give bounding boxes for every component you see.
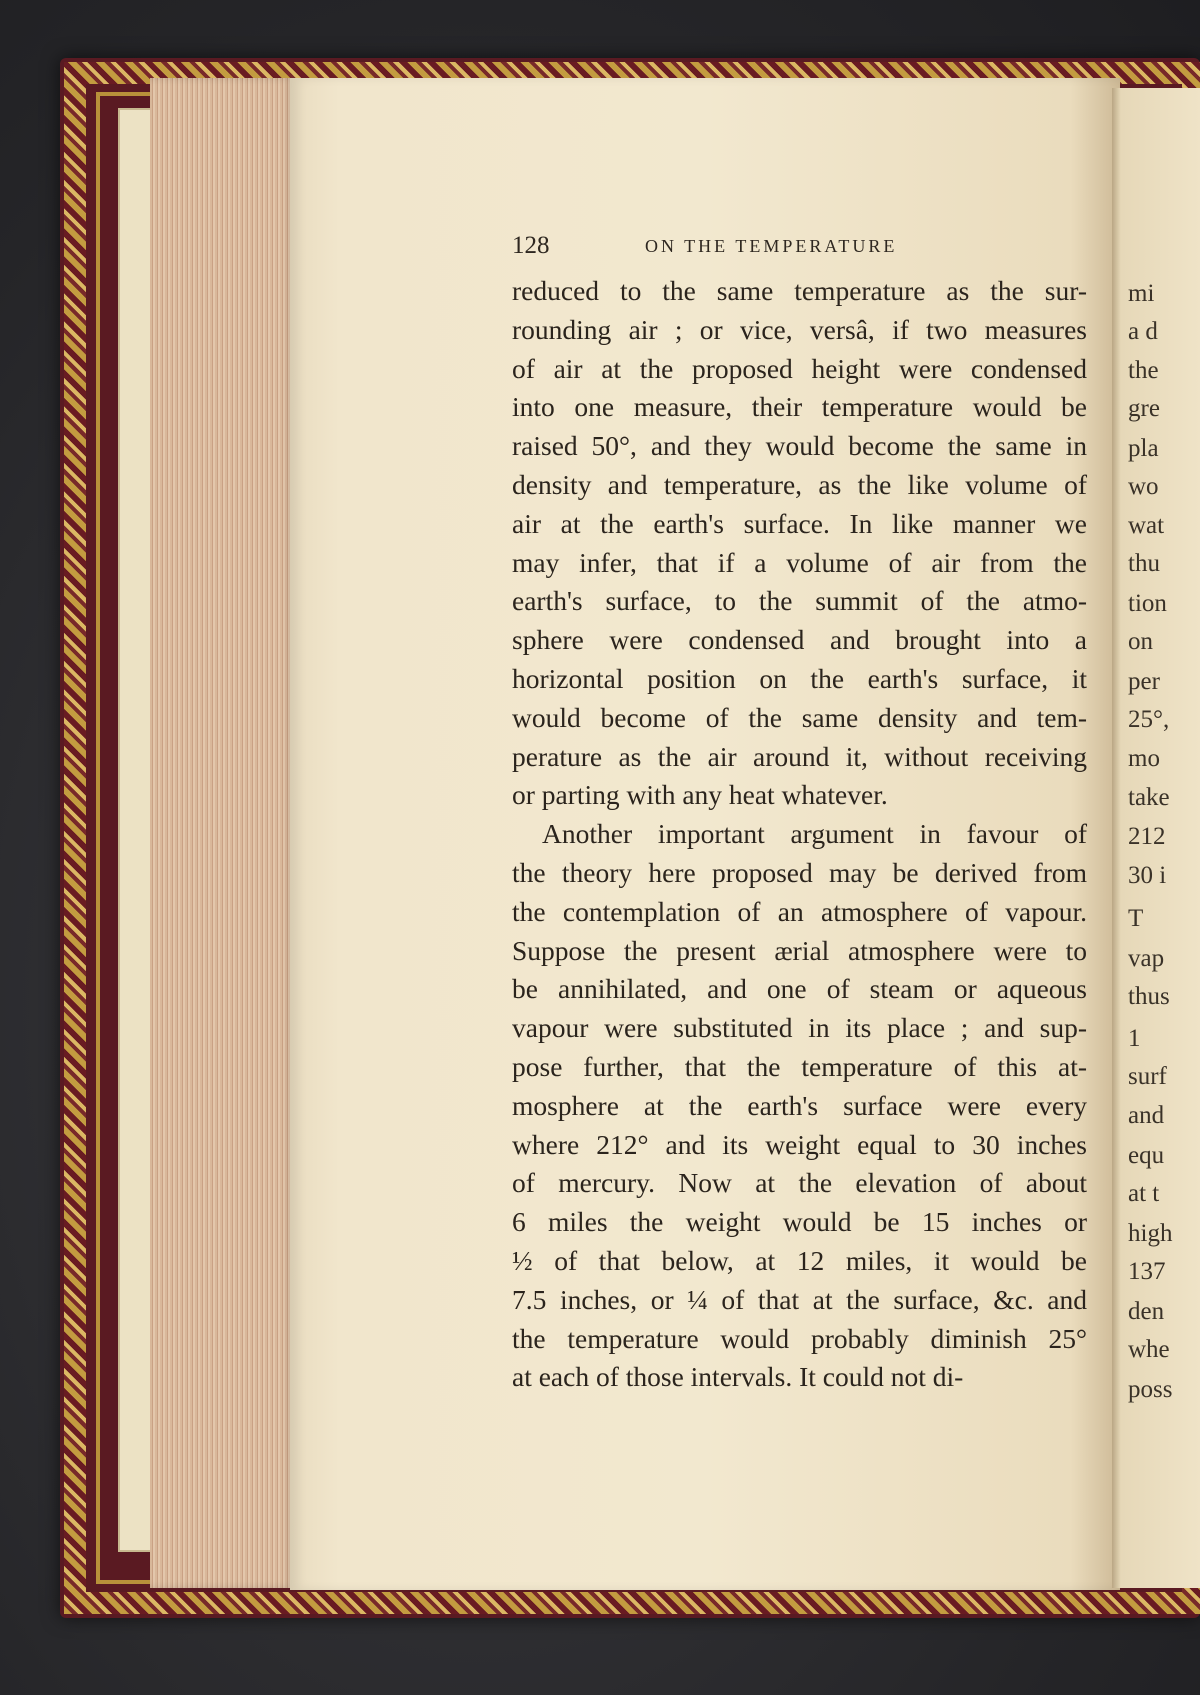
next-page-text-fragment: thu — [1128, 550, 1160, 577]
page-block-edges — [150, 78, 295, 1588]
text-line: where 212° and its weight equal to 30 inches — [512, 1128, 1087, 1160]
text-line: mosphere at the earth's surface were every — [512, 1089, 1087, 1121]
page-number: 128 — [512, 232, 550, 259]
text-line: 6 miles the weight would be 15 inches or — [512, 1206, 1087, 1238]
text-line: of air at the proposed height were condensed — [512, 352, 1087, 384]
text-line: density and temperature, as the like volume of — [512, 468, 1087, 500]
next-page-text-fragment: 212 — [1128, 823, 1166, 850]
text-line: 7.5 inches, or ¼ of that at the surface, &c. and — [512, 1283, 1087, 1315]
text-line: may infer, that if a volume of air from the — [512, 546, 1087, 578]
text-line: air at the earth's surface. In like manner we — [512, 507, 1087, 539]
next-page-text-fragment: high — [1128, 1220, 1173, 1247]
next-page-sliver — [1112, 88, 1200, 1588]
text-line: sphere were condensed and brought into a — [512, 624, 1087, 656]
next-page-text-fragment: poss — [1128, 1376, 1173, 1403]
next-page-text-fragment: 1 — [1128, 1025, 1141, 1052]
text-line: raised 50°, and they would become the same in — [512, 430, 1087, 462]
text-line: Another important argument in favour of — [542, 818, 1087, 850]
next-page-text-fragment: gre — [1128, 395, 1160, 422]
text-line: into one measure, their temperature would be — [512, 391, 1087, 423]
next-page-text-fragment: mo — [1128, 745, 1160, 772]
text-line: reduced to the same temperature as the sur- — [512, 275, 1087, 306]
text-line: or parting with any heat whatever. — [512, 779, 888, 811]
text-line: be annihilated, and one of steam or aqueous — [512, 973, 1087, 1005]
body-text — [512, 272, 1087, 1397]
text-line: pose further, that the temperature of this at- — [512, 1050, 1087, 1082]
next-page-text-fragment: surf — [1128, 1063, 1167, 1090]
next-page-text-fragment: pla — [1128, 435, 1159, 462]
next-page-text-fragment: whe — [1128, 1336, 1170, 1363]
next-page-text-fragment: 25°, — [1128, 706, 1170, 733]
text-line: perature as the air around it, without receiving — [512, 740, 1087, 772]
text-line: vapour were substituted in its place ; and sup- — [512, 1012, 1087, 1044]
text-line: ½ of that below, at 12 miles, it would be — [512, 1244, 1087, 1276]
next-page-text-fragment: mi — [1128, 280, 1155, 307]
text-line: horizontal position on the earth's surface, it — [512, 662, 1087, 694]
next-page-text-fragment: tion — [1128, 590, 1167, 617]
next-page-text-fragment: on — [1128, 628, 1153, 655]
text-line: of mercury. Now at the elevation of about — [512, 1167, 1087, 1199]
next-page-text-fragment: at t — [1128, 1180, 1160, 1207]
text-line: Suppose the present ærial atmosphere were to — [512, 934, 1087, 966]
text-line: would become of the same density and tem- — [512, 701, 1087, 733]
next-page-text-fragment: take — [1128, 784, 1170, 811]
running-head-title: ON THE TEMPERATURE — [645, 236, 898, 256]
text-line: at each of those intervals. It could not di- — [512, 1361, 964, 1393]
next-page-text-fragment: 30 i — [1128, 862, 1167, 889]
next-page-text-fragment: per — [1128, 668, 1160, 695]
running-head — [512, 232, 1012, 266]
next-page-text-fragment: the — [1128, 357, 1159, 384]
next-page-text-fragment: thus — [1128, 983, 1170, 1010]
next-page-text-fragment: wat — [1128, 512, 1165, 539]
text-line: the contemplation of an atmosphere of vapour. — [512, 895, 1087, 927]
next-page-text-fragment: equ — [1128, 1142, 1165, 1169]
next-page-text-fragment: wo — [1128, 473, 1159, 500]
next-page-text-fragment: 137 — [1128, 1258, 1166, 1285]
next-page-text-fragment: a d — [1128, 318, 1158, 345]
next-page-text-fragment: T — [1128, 905, 1144, 932]
text-line: the temperature would probably diminish 25° — [512, 1322, 1087, 1354]
text-line: rounding air ; or vice, versâ, if two measures — [512, 313, 1087, 345]
next-page-text-fragment: vap — [1128, 945, 1165, 972]
text-line: earth's surface, to the summit of the atmo- — [512, 585, 1087, 617]
next-page-text-fragment: den — [1128, 1298, 1165, 1325]
next-page-text-fragment: and — [1128, 1102, 1165, 1129]
text-line: the theory here proposed may be derived from — [512, 856, 1087, 888]
